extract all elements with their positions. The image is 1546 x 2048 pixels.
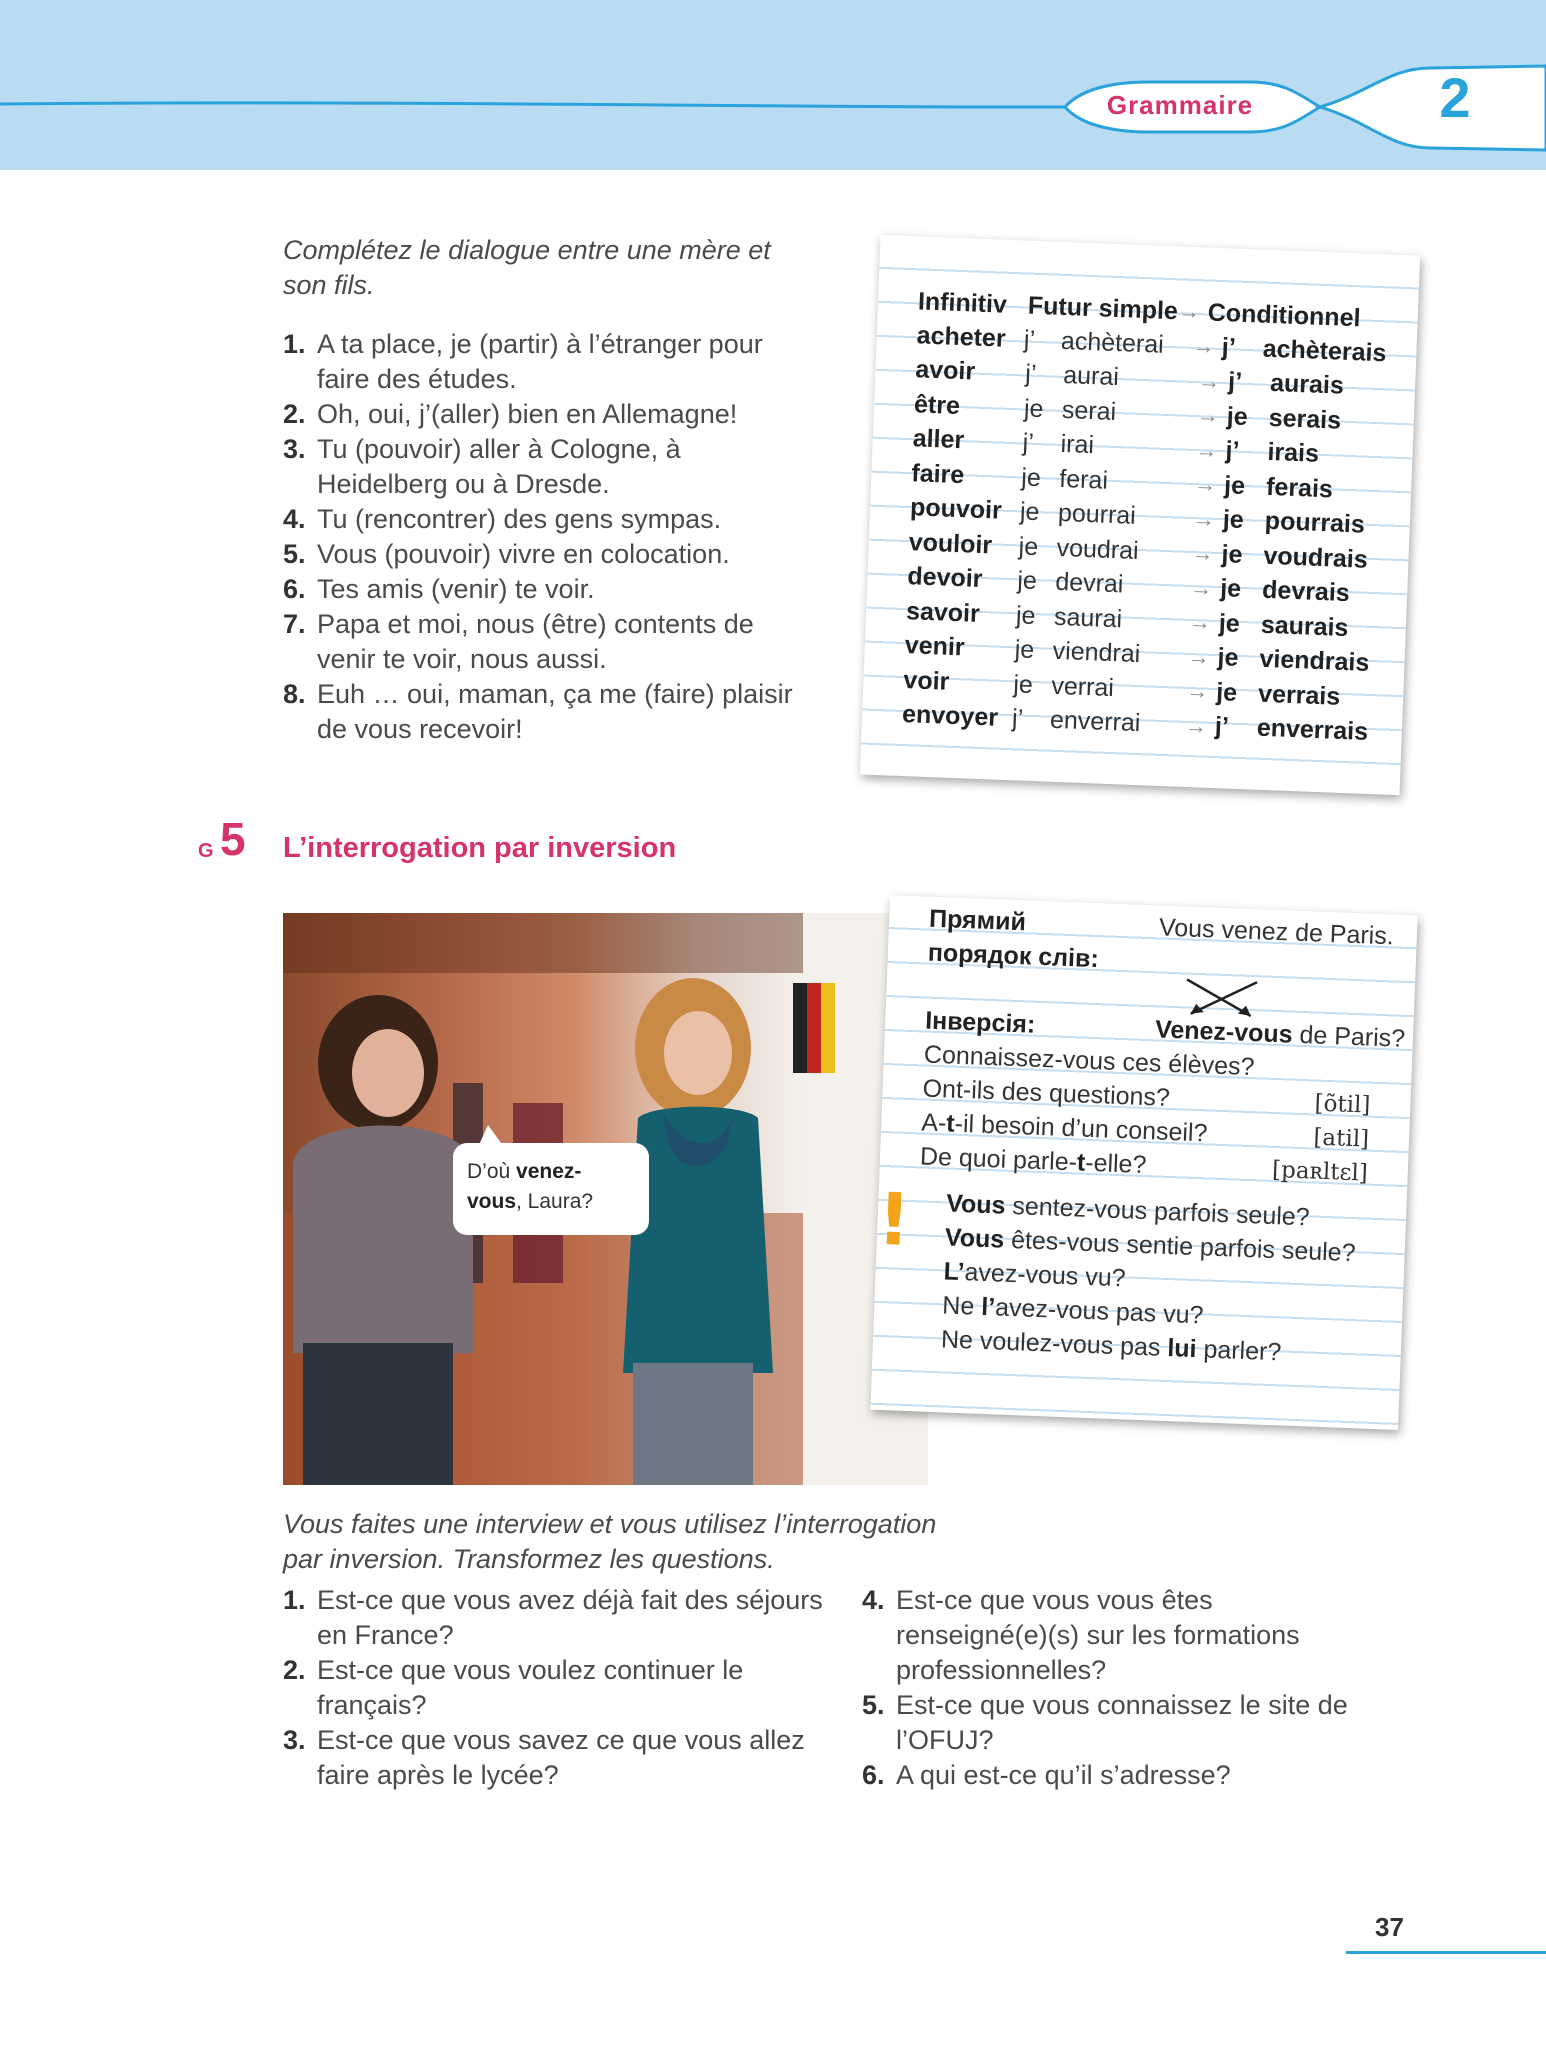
- future-form: achèterai: [1060, 326, 1165, 359]
- list-item: [283, 397, 793, 432]
- item-number: 1.: [283, 329, 306, 359]
- future-form: enverrai: [1049, 705, 1141, 738]
- arrow-icon: →: [1187, 643, 1211, 670]
- exclamation-icon: !: [876, 1176, 913, 1263]
- example-text-post: -elle?: [1084, 1148, 1147, 1180]
- item-text: Est-ce que vous voulez continuer le français?: [317, 1655, 744, 1720]
- future-form: irai: [1060, 430, 1095, 460]
- exercise1-list: [283, 327, 793, 747]
- inversion-notes: [912, 1185, 1376, 1372]
- conditional-pronoun: je: [1217, 643, 1239, 673]
- item-number: 4.: [862, 1585, 885, 1615]
- infinitive: devoir: [906, 562, 983, 594]
- phonetic: [atil]: [1312, 1124, 1370, 1153]
- inversion-label: Інверсія:: [924, 1006, 1036, 1039]
- item-text: Est-ce que vous avez déjà fait des séjours en France?: [317, 1585, 823, 1650]
- list-item: [862, 1583, 1352, 1688]
- conditional-pronoun: j’: [1214, 712, 1230, 741]
- list-item: [862, 1688, 1352, 1758]
- section-label: Grammaire: [1106, 90, 1254, 120]
- page-number-rule: [1346, 1951, 1546, 1954]
- infinitive: vouloir: [908, 527, 993, 560]
- conditional-pronoun: je: [1219, 574, 1242, 604]
- future-pronoun: je: [1016, 566, 1038, 596]
- infinitive: avoir: [914, 355, 976, 386]
- example-text-pre: De quoi parle-: [919, 1142, 1078, 1177]
- future-pronoun: je: [1023, 394, 1045, 423]
- conditional-form: viendrais: [1259, 644, 1370, 678]
- note-bold: Vous: [944, 1223, 1005, 1254]
- conditional-form: saurais: [1260, 610, 1349, 642]
- item-number: 4.: [283, 504, 306, 534]
- example-text-bold: t: [945, 1109, 956, 1138]
- future-form: saurai: [1053, 602, 1123, 634]
- header-infinitiv: Infinitiv: [917, 286, 1008, 319]
- item-number: 6.: [283, 574, 306, 604]
- arrow-icon: →: [1185, 678, 1209, 704]
- note-text: parler?: [1196, 1335, 1282, 1367]
- future-form: devrai: [1054, 568, 1124, 599]
- conditional-form: ferais: [1265, 472, 1334, 504]
- list-item: [283, 432, 793, 502]
- future-pronoun: j’: [1022, 428, 1035, 458]
- item-text: A qui est-ce qu’il s’adresse?: [896, 1760, 1231, 1790]
- conditional-pronoun: je: [1221, 539, 1243, 569]
- example-text-pre: A-: [920, 1108, 947, 1138]
- conditional-pronoun: je: [1226, 402, 1249, 431]
- conditional-form: pourrais: [1264, 507, 1366, 539]
- item-number: 5.: [862, 1690, 885, 1720]
- header-conditionnel: Conditionnel: [1207, 297, 1362, 332]
- item-number: 2.: [283, 1655, 306, 1685]
- note-text: êtes-vous sentie parfois seule?: [1003, 1225, 1357, 1268]
- arrow-icon: →: [1195, 436, 1219, 463]
- arrow-icon: →: [1191, 540, 1215, 567]
- conditional-pronoun: j’: [1225, 436, 1240, 466]
- direct-label-1: Прямий: [928, 904, 1027, 937]
- future-pronoun: j’: [1024, 359, 1037, 389]
- future-form: ferai: [1058, 464, 1109, 495]
- inversion-example-bold: Venez-vous: [1154, 1015, 1294, 1049]
- infinitive: faire: [910, 458, 965, 489]
- header-wave-decoration: [0, 0, 1546, 170]
- conditional-form: aurais: [1269, 369, 1345, 400]
- inversion-note: [870, 895, 1417, 1430]
- phonetic: [õtil]: [1314, 1090, 1371, 1119]
- item-text: Est-ce que vous savez ce que vous allez faire après le lycée?: [317, 1725, 805, 1790]
- future-pronoun: je: [1014, 635, 1035, 665]
- note-bold: l’: [980, 1292, 996, 1322]
- conditional-form: achèterais: [1262, 334, 1387, 368]
- list-item: [283, 572, 793, 607]
- item-number: 2.: [283, 399, 306, 429]
- arrow-icon: →: [1177, 298, 1201, 325]
- list-item: [283, 537, 793, 572]
- future-pronoun: je: [1020, 463, 1042, 492]
- arrow-icon: →: [1184, 712, 1208, 739]
- exercise1-instruction: Complétez le dialogue entre une mère et son fils.: [283, 235, 771, 300]
- conditional-form: devrais: [1261, 576, 1351, 608]
- exercise2-list-left: [283, 1583, 823, 1793]
- arrow-icon: →: [1197, 367, 1221, 394]
- direct-label-2: порядок слів:: [927, 938, 1100, 974]
- chapter-header: [0, 0, 1546, 170]
- header-futur: Futur simple: [1027, 291, 1179, 325]
- page-number: 37: [1375, 1912, 1404, 1942]
- list-item: [283, 1653, 823, 1723]
- item-number: 5.: [283, 539, 306, 569]
- arrow-icon: →: [1192, 505, 1216, 532]
- arrow-icon: →: [1188, 609, 1212, 636]
- infinitive: pouvoir: [909, 493, 1003, 525]
- future-pronoun: je: [1018, 532, 1039, 561]
- example-text: Ont-ils des questions?: [922, 1074, 1171, 1112]
- infinitive: voir: [902, 665, 950, 696]
- phonetic: [paʀltɛl]: [1271, 1156, 1369, 1187]
- item-number: 3.: [283, 1725, 306, 1755]
- future-form: voudrai: [1056, 533, 1140, 565]
- bubble-text-before: D’où: [467, 1160, 517, 1183]
- list-item: [283, 677, 793, 747]
- infinitive: acheter: [916, 321, 1007, 353]
- item-number: 6.: [862, 1760, 885, 1790]
- item-number: 8.: [283, 679, 306, 709]
- exercise2-instruction: Vous faites une interview et vous utilisez l’interrogation par inversion. Transformez les questions.: [283, 1509, 937, 1574]
- item-text: Euh … oui, maman, ça me (faire) plaisir de vous recevoir!: [317, 679, 793, 744]
- arrow-icon: →: [1193, 471, 1217, 498]
- inversion-example-rest: de Paris?: [1292, 1020, 1406, 1053]
- conditional-pronoun: j’: [1227, 367, 1243, 397]
- item-text: Tu (pouvoir) aller à Cologne, à Heidelberg ou à Dresde.: [317, 434, 681, 499]
- section-title: L’interrogation par inversion: [283, 832, 677, 864]
- future-pronoun: j’: [1023, 325, 1036, 354]
- infinitive: savoir: [905, 596, 981, 628]
- future-form: verrai: [1050, 671, 1115, 702]
- photo-two-women: [283, 913, 928, 1485]
- conditional-form: serais: [1268, 403, 1342, 435]
- list-item: [862, 1758, 1352, 1793]
- item-text: Est-ce que vous connaissez le site de l’OFUJ?: [896, 1690, 1348, 1755]
- infinitive: être: [913, 390, 961, 420]
- note-bold: L’: [943, 1257, 966, 1287]
- future-pronoun: je: [1015, 601, 1037, 630]
- item-text: Tu (rencontrer) des gens sympas.: [317, 504, 722, 534]
- list-item: [283, 607, 793, 677]
- future-form: pourrai: [1057, 499, 1137, 531]
- conditional-pronoun: j’: [1221, 332, 1237, 362]
- chapter-number: 2: [1439, 66, 1471, 129]
- future-form: serai: [1061, 395, 1117, 426]
- list-item: [283, 1583, 823, 1653]
- note-text: avez-vous vu?: [963, 1258, 1127, 1293]
- example-text-bold: t: [1076, 1148, 1086, 1177]
- conditional-form: enverrais: [1256, 713, 1369, 747]
- conditional-pronoun: je: [1223, 470, 1246, 500]
- conditional-pronoun: je: [1218, 608, 1241, 638]
- arrow-icon: →: [1192, 333, 1216, 359]
- note-bold: lui: [1166, 1334, 1198, 1364]
- item-text: Tes amis (venir) te voir.: [317, 574, 595, 604]
- infinitive: venir: [904, 631, 966, 662]
- item-text: Est-ce que vous vous êtes renseigné(e)(s) sur les formations professionnelles?: [896, 1585, 1300, 1685]
- bubble-text-bold: venez-vous: [467, 1160, 582, 1213]
- note-pre: Ne voulez-vous pas: [940, 1325, 1168, 1363]
- section-number: 5: [220, 813, 246, 865]
- future-pronoun: je: [1012, 670, 1034, 699]
- item-number: 3.: [283, 434, 306, 464]
- list-item: [283, 1723, 823, 1793]
- conditional-pronoun: je: [1215, 677, 1238, 707]
- infinitive: envoyer: [901, 700, 999, 732]
- list-item: [283, 502, 793, 537]
- speech-bubble: [453, 1143, 649, 1235]
- item-number: 1.: [283, 1585, 306, 1615]
- infinitive: aller: [912, 424, 965, 455]
- future-form: viendrai: [1052, 637, 1141, 669]
- conditional-form: voudrais: [1262, 541, 1369, 574]
- exercise2-list-right: [862, 1583, 1352, 1793]
- note-text: sentez-vous parfois seule?: [1004, 1191, 1311, 1232]
- item-text: Papa et moi, nous (être) contents de venir te voir, nous aussi.: [317, 609, 754, 674]
- conjugation-note: [860, 235, 1420, 795]
- item-number: 7.: [283, 609, 306, 639]
- item-text: Vous (pouvoir) vivre en colocation.: [317, 539, 730, 569]
- conjugation-rows: [901, 318, 1387, 750]
- item-text: Oh, oui, j’(aller) bien en Allemagne!: [317, 399, 738, 429]
- section-prefix: G: [198, 840, 214, 862]
- arrow-icon: →: [1196, 402, 1220, 429]
- arrow-icon: →: [1189, 574, 1213, 601]
- example-text-post: -il besoin d’un conseil?: [954, 1109, 1208, 1148]
- note-text: avez-vous pas vu?: [994, 1293, 1204, 1330]
- future-pronoun: je: [1019, 497, 1041, 527]
- conditional-form: irais: [1266, 438, 1320, 469]
- note-pre: Ne: [941, 1291, 982, 1321]
- item-text: A ta place, je (partir) à l’étranger pour faire des études.: [317, 329, 763, 394]
- future-form: aurai: [1062, 361, 1120, 392]
- future-pronoun: j’: [1011, 704, 1024, 733]
- conditional-pronoun: je: [1222, 505, 1245, 535]
- example-text: Connaissez-vous ces élèves?: [923, 1040, 1256, 1082]
- list-item: [283, 327, 793, 397]
- direct-example: Vous venez de Paris.: [1158, 913, 1395, 951]
- note-bold: Vous: [945, 1189, 1007, 1220]
- bubble-text-after: , Laura?: [516, 1190, 594, 1213]
- conditional-form: verrais: [1257, 679, 1341, 711]
